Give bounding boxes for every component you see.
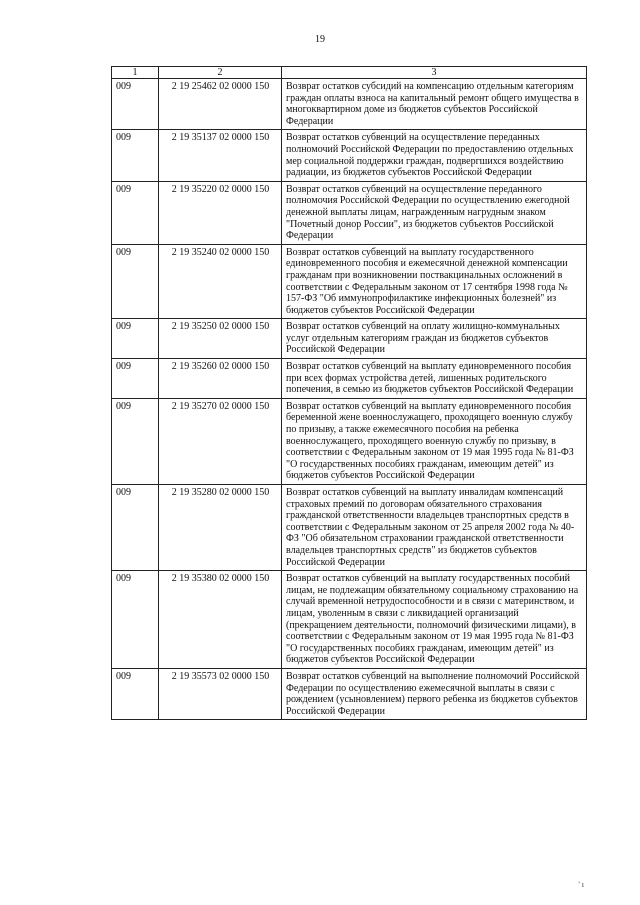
- description-cell: Возврат остатков субвенций на осуществление переданного полномочия Российской Федерации по осуществлению ежегодной денежной выплаты лицам, награжденным нагрудным знаком "Почетный донор России", из бюджетов субъектов Российской Федерации: [282, 181, 587, 244]
- budget-code-cell: 2 19 35573 02 0000 150: [159, 668, 282, 719]
- column-header-3: 3: [282, 67, 587, 79]
- description-cell: Возврат остатков субвенций на выплату государственного единовременного пособия и ежемесячной денежной компенсации гражданам при возникновении поствакцинальных осложнений в соответствии с Федеральным законом от 17 сентября 1998 года № 157-ФЗ "Об иммунопрофилактике инфекционных болезней" из бюджетов субъектов Российской Федерации: [282, 244, 587, 319]
- description-cell: Возврат остатков субвенций на осуществление переданных полномочий Российской Федерации по предоставлению отдельных мер социальной поддержки граждан, подвергшихся воздействию радиации, из бюджетов субъектов Российской Федерации: [282, 130, 587, 181]
- table-row: [112, 398, 587, 484]
- description-cell: Возврат остатков субвенций на оплату жилищно-коммунальных услуг отдельным категориям граждан из бюджетов субъектов Российской Федерации: [282, 319, 587, 359]
- description-cell: Возврат остатков субсидий на компенсацию отдельным категориям граждан оплаты взноса на капитальный ремонт общего имущества в многоквартирном доме из бюджетов субъектов Российской Федерации: [282, 79, 587, 130]
- admin-code-cell: 009: [112, 319, 159, 359]
- budget-code-cell: 2 19 35280 02 0000 150: [159, 485, 282, 571]
- table-row: [112, 359, 587, 399]
- table-row: [112, 130, 587, 181]
- budget-code-cell: 2 19 35380 02 0000 150: [159, 571, 282, 669]
- admin-code-cell: 009: [112, 668, 159, 719]
- admin-code-cell: 009: [112, 571, 159, 669]
- admin-code-cell: 009: [112, 359, 159, 399]
- budget-code-cell: 2 19 35240 02 0000 150: [159, 244, 282, 319]
- admin-code-cell: 009: [112, 398, 159, 484]
- table-row: [112, 668, 587, 719]
- page-number: 19: [315, 34, 325, 45]
- table-row: [112, 571, 587, 669]
- admin-code-cell: 009: [112, 244, 159, 319]
- admin-code-cell: 009: [112, 485, 159, 571]
- budget-code-cell: 2 19 35250 02 0000 150: [159, 319, 282, 359]
- table-header-row: [112, 67, 587, 79]
- description-cell: Возврат остатков субвенций на выплату государственных пособий лицам, не подлежащим обязательному социальному страхованию на случай временной нетрудоспособности и в связи с материнством, и лицам, уволенным в связи с ликвидацией организаций (прекращением деятельности, полномочий физическими лицами), в соответствии с Федеральным законом от 19 мая 1995 года № 81-ФЗ "О государственных пособиях гражданам, имеющим детей" из бюджетов субъектов Российской Федерации: [282, 571, 587, 669]
- admin-code-cell: 009: [112, 79, 159, 130]
- budget-codes-table: [111, 66, 587, 720]
- table-row: [112, 319, 587, 359]
- column-header-2: 2: [159, 67, 282, 79]
- column-header-1: 1: [112, 67, 159, 79]
- admin-code-cell: 009: [112, 181, 159, 244]
- budget-code-cell: 2 19 35260 02 0000 150: [159, 359, 282, 399]
- table-row: [112, 244, 587, 319]
- budget-code-cell: 2 19 35220 02 0000 150: [159, 181, 282, 244]
- budget-code-cell: 2 19 35270 02 0000 150: [159, 398, 282, 484]
- corner-mark: ' ı: [578, 880, 584, 889]
- description-cell: Возврат остатков субвенций на выплату инвалидам компенсаций страховых премий по договорам обязательного страхования гражданской ответственности владельцев транспортных средств в соответствии с Федеральным законом от 25 апреля 2002 года № 40-ФЗ "Об обязательном страховании гражданской ответственности владельцев транспортных средств" из бюджетов субъектов Российской Федерации: [282, 485, 587, 571]
- description-cell: Возврат остатков субвенций на выплату единовременного пособия беременной жене военнослужащего, проходящего военную службу по призыву, а также ежемесячного пособия на ребенка военнослужащего, проходящего военную службу по призыву, в соответствии с Федеральным законом от 19 мая 1995 года № 81-ФЗ "О государственных пособиях гражданам, имеющим детей" из бюджетов субъектов Российской Федерации: [282, 398, 587, 484]
- description-cell: Возврат остатков субвенций на выплату единовременного пособия при всех формах устройства детей, лишенных родительского попечения, в семью из бюджетов субъектов Российской Федерации: [282, 359, 587, 399]
- budget-code-cell: 2 19 35137 02 0000 150: [159, 130, 282, 181]
- description-cell: Возврат остатков субвенций на выполнение полномочий Российской Федерации по осуществлению ежемесячной выплаты в связи с рождением (усыновлением) первого ребенка из бюджетов субъектов Российской Федерации: [282, 668, 587, 719]
- table-row: [112, 79, 587, 130]
- table-row: [112, 485, 587, 571]
- table-row: [112, 181, 587, 244]
- budget-code-cell: 2 19 25462 02 0000 150: [159, 79, 282, 130]
- admin-code-cell: 009: [112, 130, 159, 181]
